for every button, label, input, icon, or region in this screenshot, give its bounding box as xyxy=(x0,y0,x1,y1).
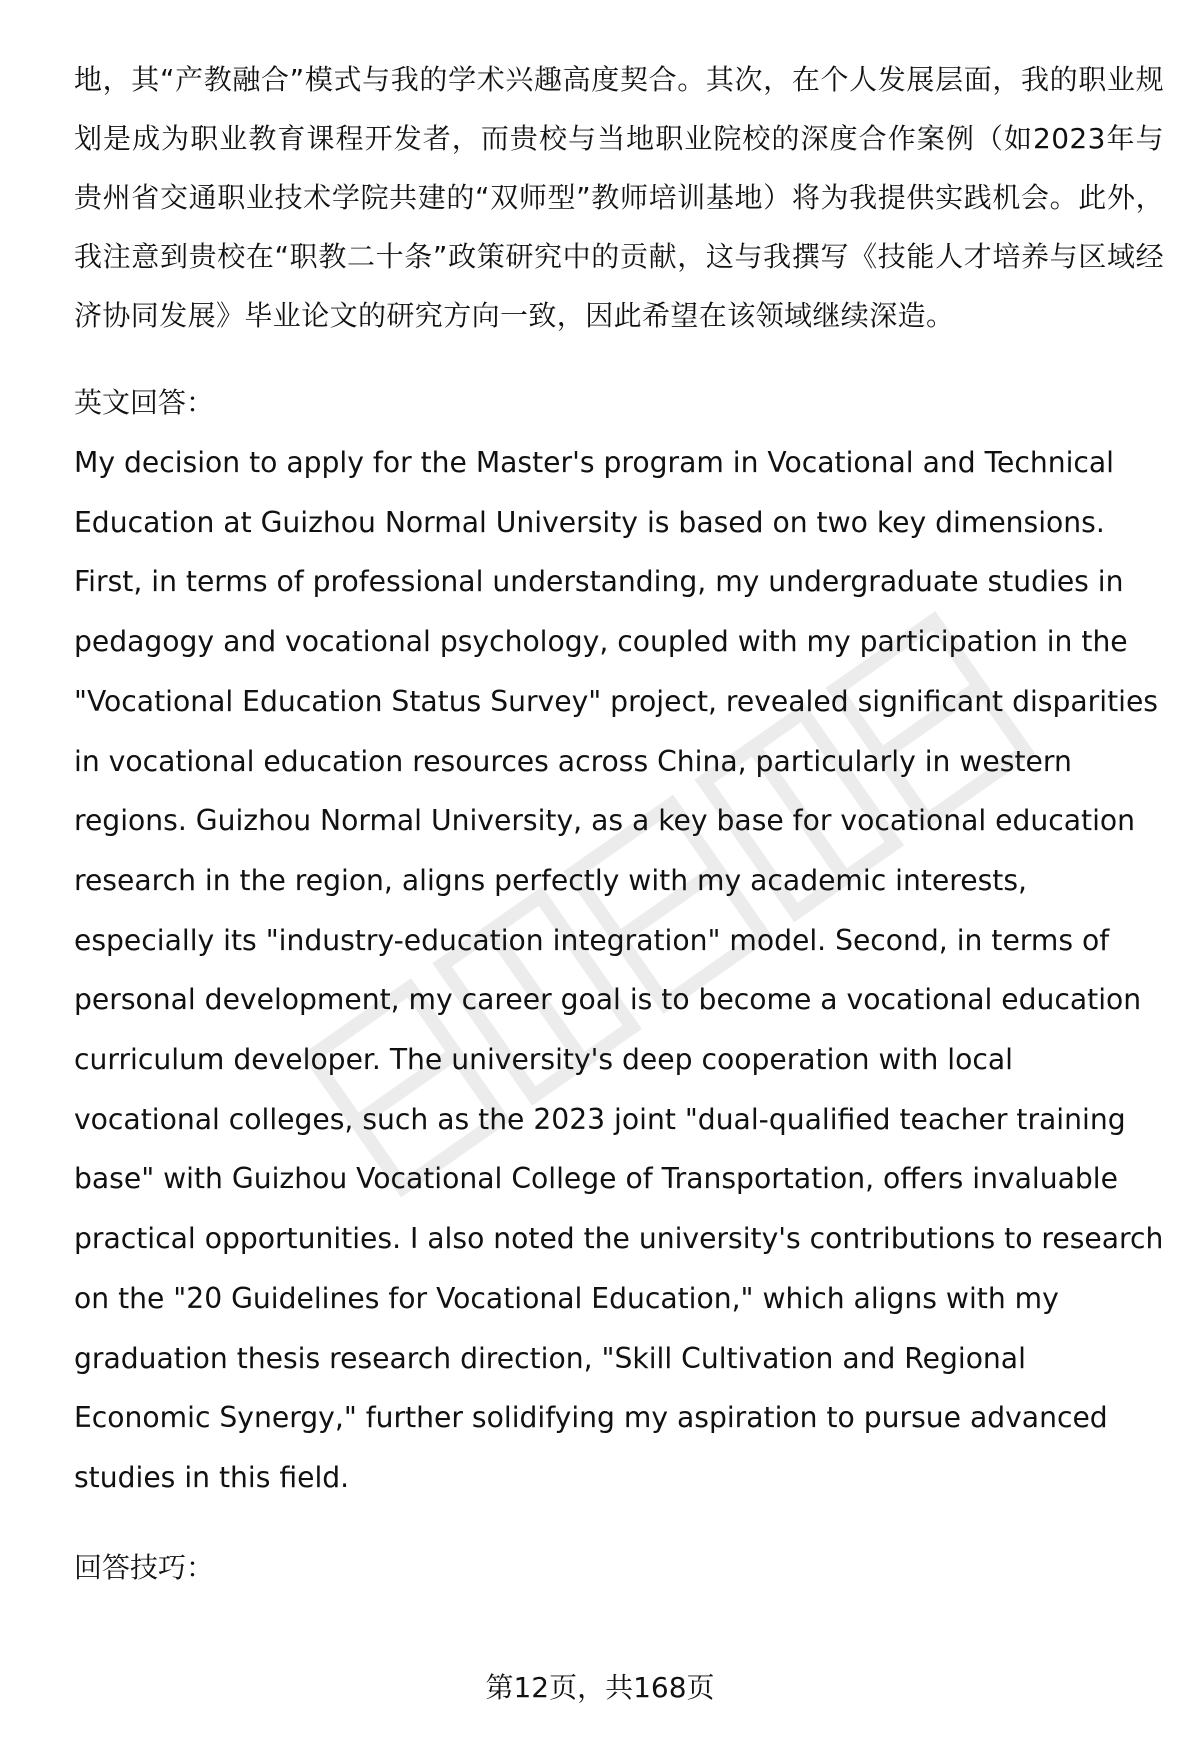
answer-tips-label: 回答技巧： xyxy=(74,1550,215,1584)
english-answer-paragraph: My decision to apply for the Master's program in Vocational and Technical Education at Guizhou Normal University is based on two key dimensions. First, in terms of professional understanding, my undergraduate studies in pedagogy and vocational psychology, coupled with my participation in the "Vocational Education Status Survey" project, revealed significant disparities in vocational education resources across China, particularly in western regions. Guizhou Normal University, as a key base for vocational education research in the region, aligns perfectly with my academic interests, especially its "industry-education integration" model. Second, in terms of personal development, my career goal is to become a vocational education curriculum developer. The university's deep cooperation with local vocational colleges, such as the 2023 joint "dual-qualified teacher training base" with Guizhou Vocational College of Transportation, offers invaluable practical opportunities. I also noted the university's contributions to research on the "20 Guidelines for Vocational Education," which aligns with my graduation thesis research direction, "Skill Cultivation and Regional Economic Synergy," further solidifying my aspiration to pursue advanced studies in this field. xyxy=(74,446,1164,1494)
page-number-footer: 第12页，共168页 xyxy=(485,1671,715,1704)
document-body xyxy=(74,50,1164,1598)
english-answer-label: 英文回答： xyxy=(74,386,215,419)
chinese-answer-continuation: 地，其“产教融合”模式与我的学术兴趣高度契合。其次，在个人发展层面，我的职业规划是成为职业教育课程开发者，而贵校与当地职业院校的深度合作案例（如2023年与贵州省交通职业技术学院共建的“双师型”教师培训基地）将为我提供实践机会。此外，我注意到贵校在“职教二十条”政策研究中的贡献，这与我撰写《技能人才培养与区域经济协同发展》毕业论文的研究方向一致，因此希望在该领域继续深造。 xyxy=(74,63,1164,332)
